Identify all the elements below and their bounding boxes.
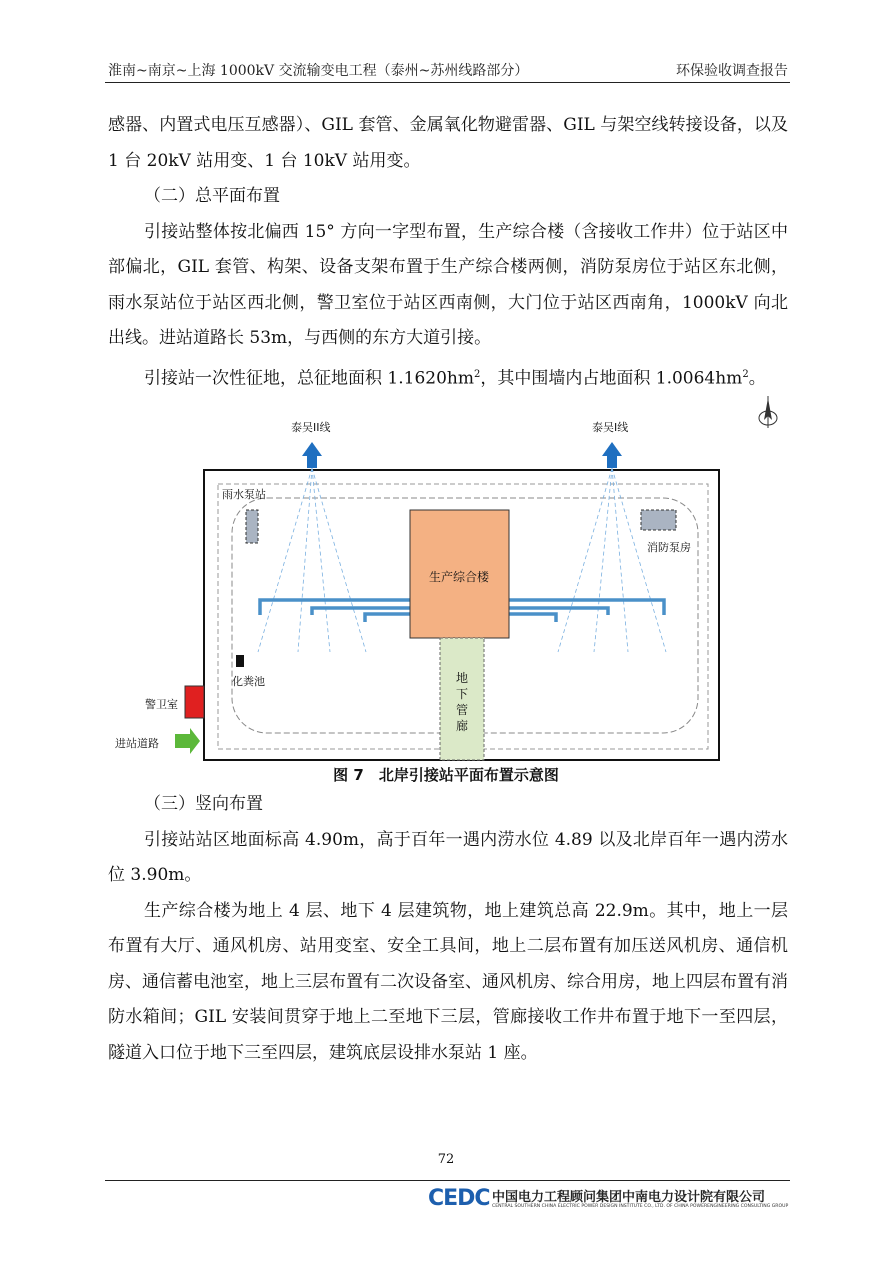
guard-room-box	[185, 686, 204, 718]
guard-label: 警卫室	[145, 698, 178, 711]
company-logo: CEDC	[428, 1186, 490, 1211]
rain-pump-station-box	[246, 510, 258, 543]
tunnel-label	[456, 670, 470, 734]
section-2	[108, 179, 788, 397]
septic-label: 化粪池	[232, 675, 265, 688]
area-text-b: ，其中围墙内占地面积 1.0064hm	[480, 368, 743, 389]
section-2-heading: （二）总平面布置	[144, 186, 280, 206]
superscript-1: 2	[473, 368, 481, 380]
main-building-label: 生产综合楼	[429, 570, 490, 584]
septic-tank-box	[236, 655, 244, 667]
line-right-label: 泰吴I线	[592, 421, 629, 434]
rain-pump-label: 雨水泵站	[222, 488, 266, 501]
paragraph-continuation	[108, 108, 788, 179]
header-rule	[105, 82, 790, 83]
road-label: 进站道路	[115, 737, 159, 750]
area-text-a: 引接站一次性征地，总征地面积 1.1620hm	[144, 368, 474, 389]
company-name-en: CENTRAL SOUTHERN CHINA ELECTRIC POWER DESIGN INSTITUTE CO., LTD. OF CHINA POWERENGINEERING CONSULTING GROUP	[492, 1204, 789, 1209]
line-left-label: 泰吴II线	[291, 421, 331, 434]
area-text-c: 。	[748, 368, 766, 389]
site-layout-diagram	[0, 390, 892, 770]
section-3-paragraph-2: 生产综合楼为地上 4 层、地下 4 层建筑物，地上建筑总高 22.9m。其中，地上一层布置有大厅、通风机房、站用变室、安全工具间，地上二层布置有加压送风机房、通信机房、通信蓄电池室，地上三层布置有二次设备室、通风机房、综合用房，地上四层布置有消防水箱间；GIL 安装间贯穿于地上二至地下三层，管廊接收工作井布置于地下一至四层，隧道入口位于地下三至四层，建筑底层设排水泵站 1 座。	[108, 900, 788, 1063]
section-3	[108, 787, 788, 1071]
company-name-cn: 中国电力工程顾问集团中南电力设计院有限公司	[492, 1190, 766, 1205]
tunnel-char: 地	[456, 671, 469, 685]
page-number: 72	[437, 1152, 455, 1167]
paragraph-text: 感器、内置式电压互感器）、GIL 套管、金属氧化物避雷器、GIL 与架空线转接设备，以及 1 台 20kV 站用变、1 台 10kV 站用变。	[108, 115, 788, 171]
north-arrow-icon	[759, 396, 777, 428]
line-left-arrow-icon	[302, 442, 322, 468]
superscript-2: 2	[742, 368, 749, 380]
line-right-arrow-icon	[602, 442, 622, 468]
tunnel-char: 廊	[456, 719, 469, 733]
tunnel-char: 下	[456, 687, 469, 701]
footer-rule	[105, 1180, 790, 1181]
section-3-paragraph-1: 引接站站区地面标高 4.90m，高于百年一遇内涝水位 4.89 以及北岸百年一遇内涝水位 3.90m。	[108, 829, 788, 885]
header-left: 淮南~南京~上海 1000kV 交流输变电工程（泰州~苏州线路部分）	[108, 63, 529, 79]
tunnel-char: 管	[456, 703, 469, 717]
fire-pump-label: 消防泵房	[647, 541, 691, 554]
section-2-paragraph-1: 引接站整体按北偏西 15° 方向一字型布置，生产综合楼（含接收工作井）位于站区中部偏北，GIL 套管、构架、设备支架布置于生产综合楼两侧，消防泵房位于站区东北侧，雨水泵站位于站区西北侧，警卫室位于站区西南侧，大门位于站区西南角，1000kV 向北出线。进站道路长 53m，与西侧的东方大道引接。	[108, 221, 788, 348]
road-arrow-icon	[175, 728, 200, 754]
figure-caption: 图 7 北岸引接站平面布置示意图	[333, 766, 559, 784]
section-3-heading: （三）竖向布置	[144, 794, 263, 814]
fire-pump-house-box	[641, 510, 676, 530]
header-right: 环保验收调查报告	[676, 63, 788, 79]
